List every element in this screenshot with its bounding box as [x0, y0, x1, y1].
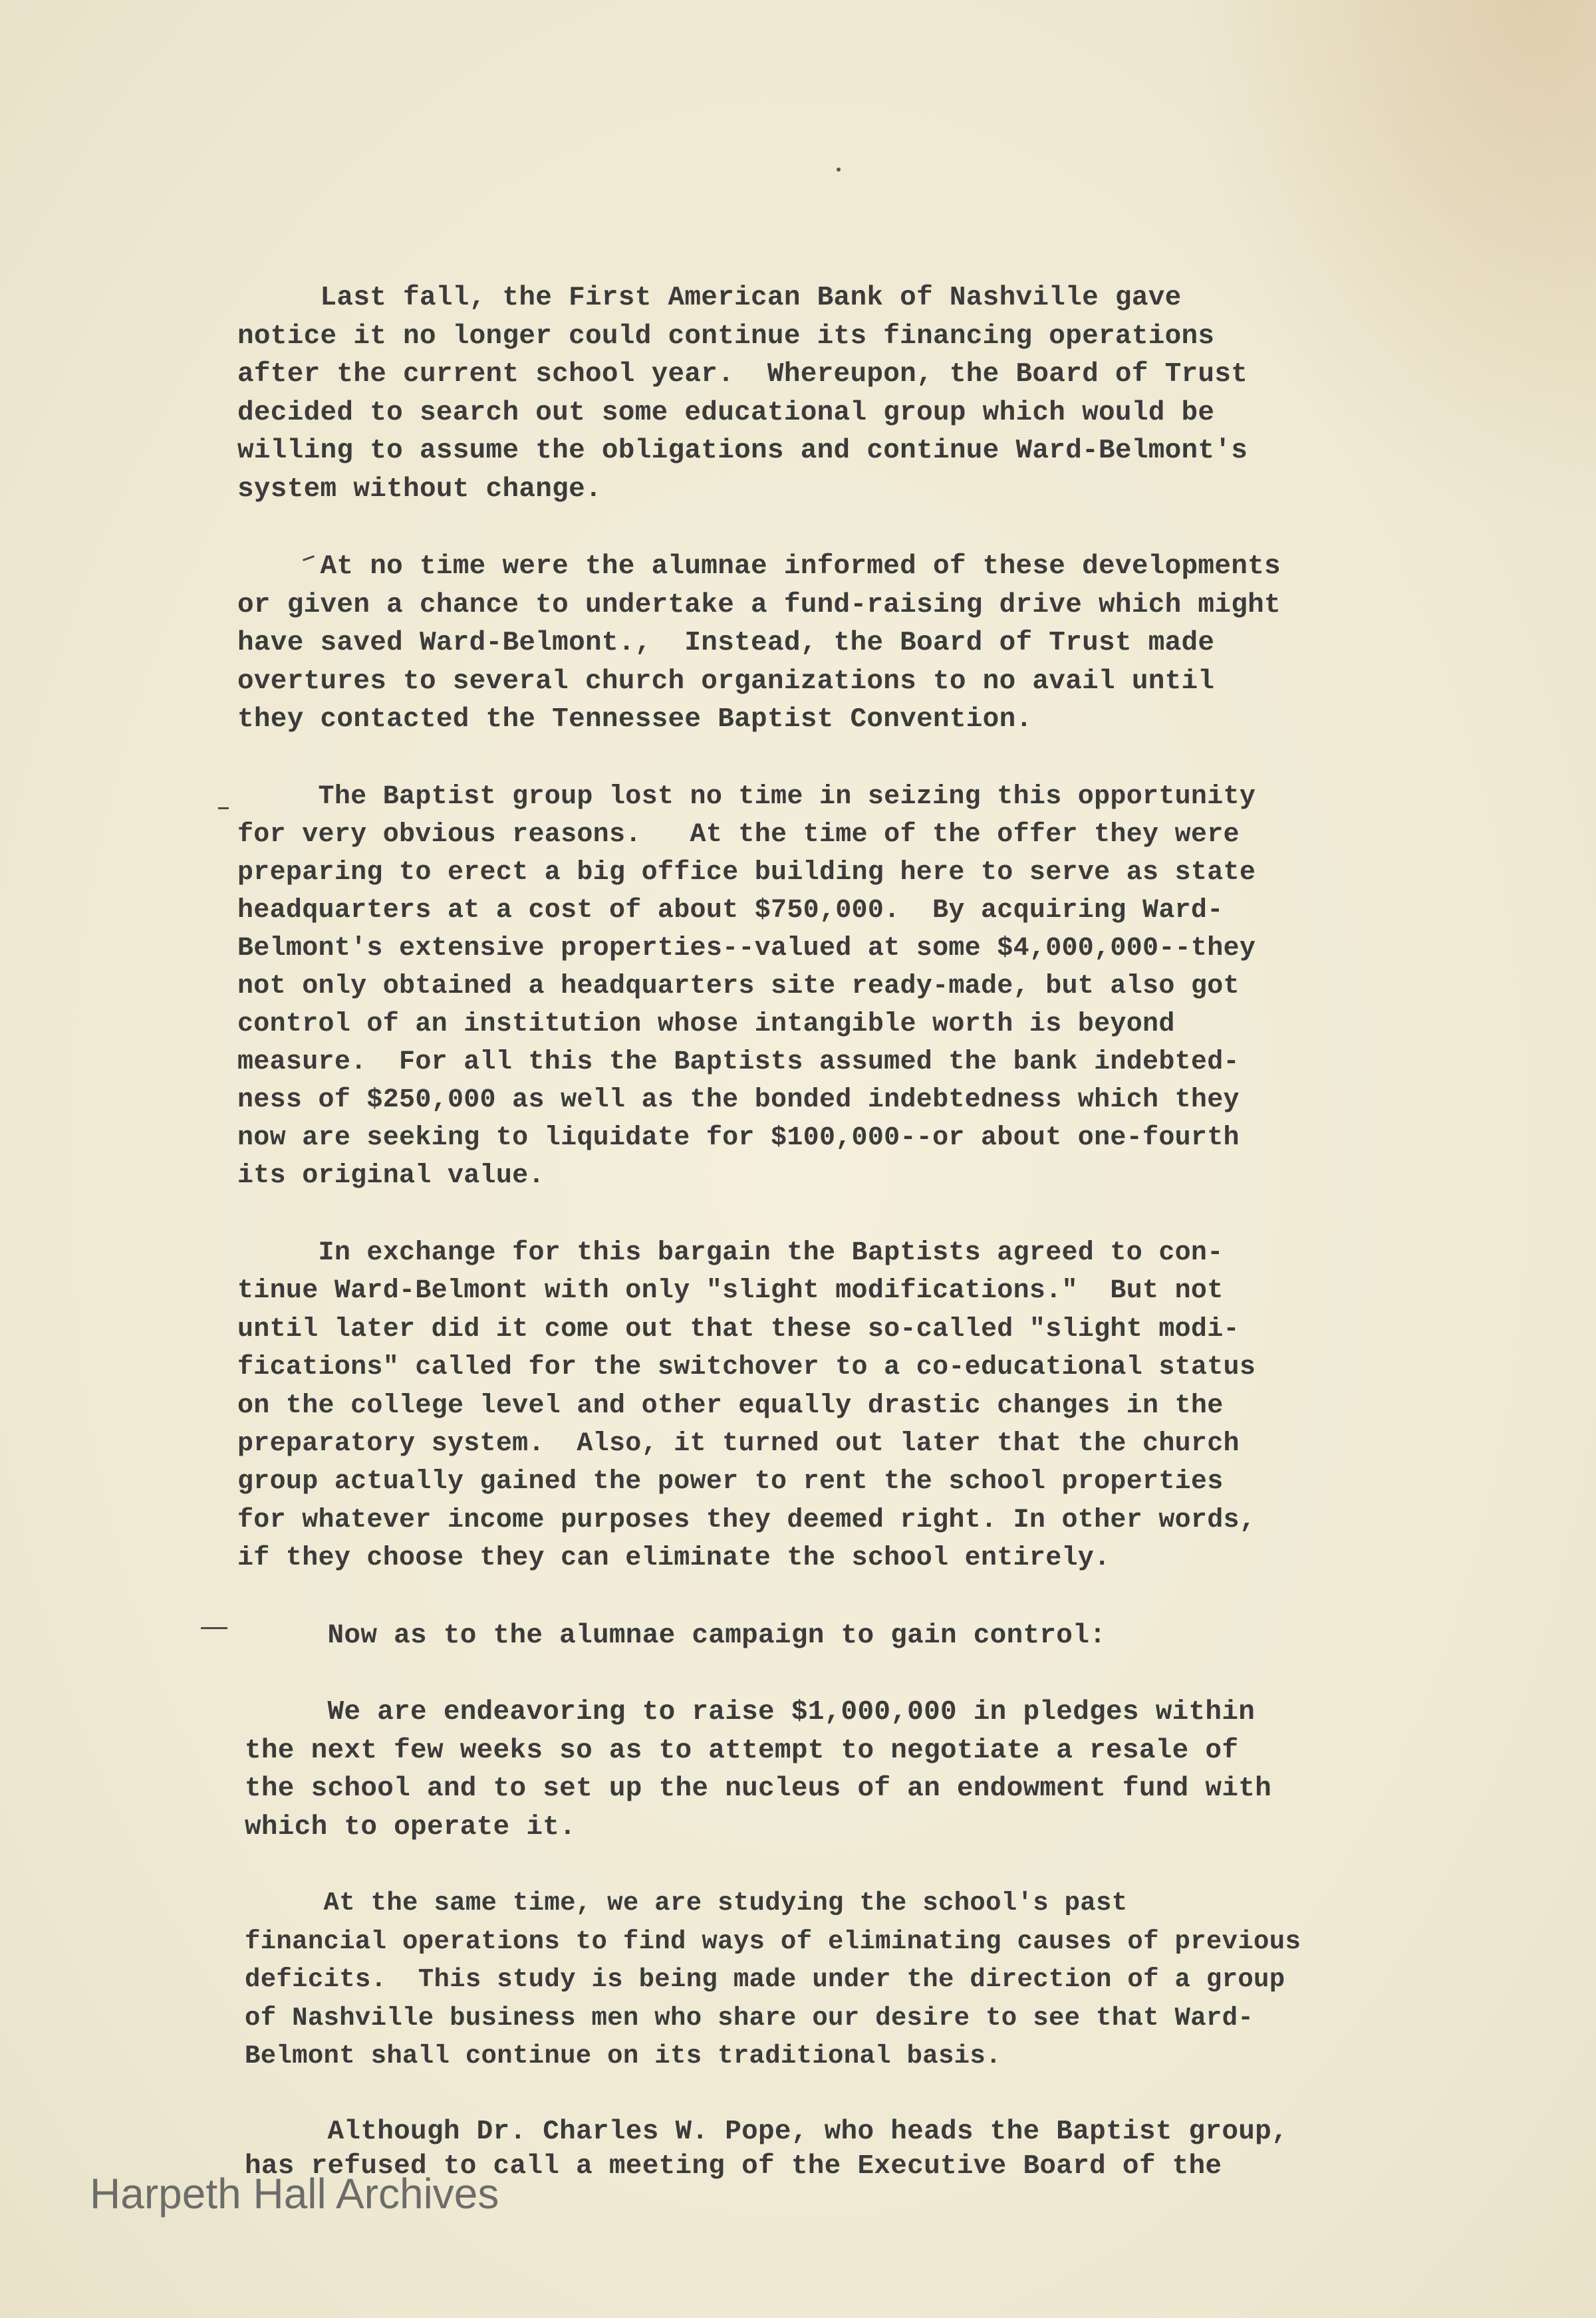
paragraph-5: Now as to the alumnae campaign to gain control:	[245, 1620, 1107, 1651]
paragraph-2: At no time were the alumnae informed of these developments or given a chance to undertake a fund-raising drive which might have saved Ward-Belmont., Instead, the Board of Trust made overtures to several church organizations to no avail until they contacted the Tennessee Baptist Convention.	[237, 551, 1281, 735]
archive-watermark: Harpeth Hall Archives	[90, 2170, 499, 2218]
margin-dash	[201, 1627, 227, 1629]
margin-dash	[218, 807, 229, 809]
ink-speck	[837, 168, 841, 172]
paragraph-1: Last fall, the First American Bank of Nashville gave notice it no longer could continue its financing operations after the current school year. Whereupon, the Board of Trust decided to search out some educational group which would be willing to assume the obligations and continue Ward-Belmont's system without change.	[237, 283, 1248, 505]
paragraph-7: At the same time, we are studying the school's past financial operations to find ways of eliminating causes of previous deficits. This study is being made under the direction of a group of Nashville business men who share our desire to see that Ward- Belmont shall continue on its traditional basis.	[245, 1888, 1301, 2071]
paragraph-4: In exchange for this bargain the Baptists agreed to con- tinue Ward-Belmont with only "slight modifications." But not until later did it come out that these so-called "slight modi- fications" called for the switchover to a co-educational status on the college level and other equally drastic changes in the preparatory system. Also, it turned out later that the church group actually gained the power to rent the school properties for whatever income purposes they deemed right. In other words, if they choose they can eliminate the school entirely.	[237, 1238, 1256, 1574]
paragraph-8: Although Dr. Charles W. Pope, who heads the Baptist group, has refused to call a meeting of the Executive Board of the	[245, 2117, 1288, 2182]
paragraph-3: The Baptist group lost no time in seizing this opportunity for very obvious reasons. At the time of the offer they were preparing to erect a big office building here to serve as state headquarters at a cost of about $750,000. By acquiring Ward- Belmont's extensive properties--valued at some $4,000,000--they not only obtained a headquarters site ready-made, but also got control of an institution whose intangible worth is beyond measure. For all this the Baptists assumed the bank indebted- ness of $250,000 as well as the bonded indebtedness which they now are seeking to liquidate for $100,000--or about one-fourth its original value.	[237, 782, 1256, 1191]
paragraph-6: We are endeavoring to raise $1,000,000 in pledges within the next few weeks so as to attempt to negotiate a resale of the school and to set up the nucleus of an endowment fund with which to operate it.	[245, 1697, 1272, 1843]
